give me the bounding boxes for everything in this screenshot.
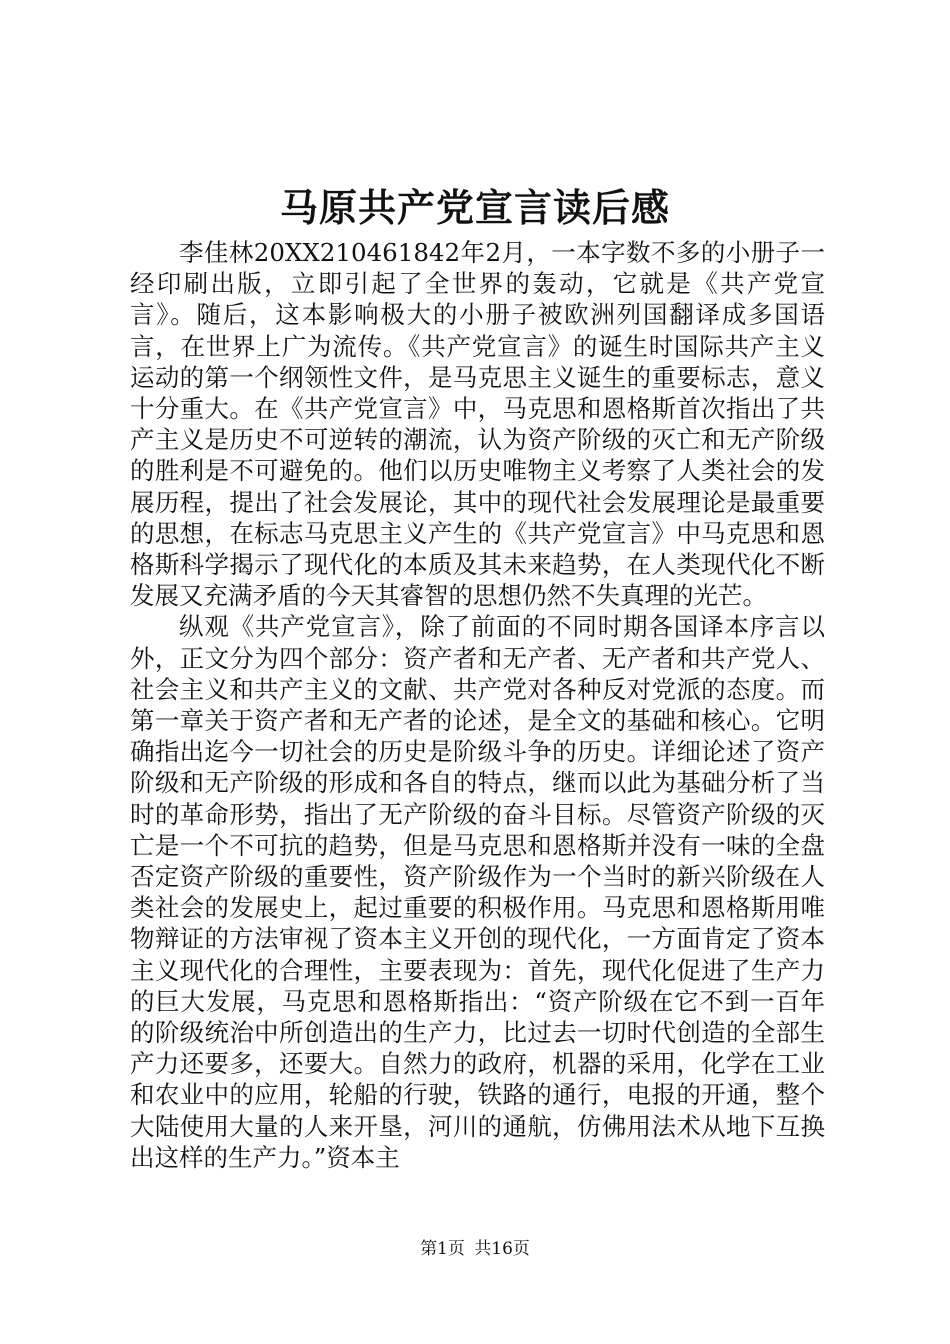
paragraph-1: 李佳林20XX210461842年2月，一本字数不多的小册子一经印刷出版，立即引起了全世界的轰动，它就是《共产党宣言》。随后，这本影响极大的小册子被欧洲列国翻译成多国语言，在世界上广为流传。《共产党宣言》的诞生时国际共产主义运动的第一个纲领性文件，是马克思主义诞生的重要标志，意义十分重大。在《共产党宣言》中，马克思和恩格斯首次指出了共产主义是历史不可逆转的潮流，认为资产阶级的灭亡和无产阶级的胜利是不可避免的。他们以历史唯物主义考察了人类社会的发展历程，提出了社会发展论，其中的现代社会发展理论是最重要的思想，在标志马克思主义产生的《共产党宣言》中马克思和恩格斯科学揭示了现代化的本质及其未来趋势，在人类现代化不断发展又充满矛盾的今天其睿智的思想仍然不失真理的光芒。 [130,238,825,611]
page-total: 共16页 [474,1239,530,1259]
document-title: 马原共产党宣言读后感 [279,186,670,230]
page-footer [0,1239,950,1259]
document-body [130,237,825,1173]
page-number: 第1页 [420,1239,465,1259]
paragraph-2: 纵观《共产党宣言》，除了前面的不同时期各国译本序言以外，正文分为四个部分：资产者和无产者、无产者和共产党人、社会主义和共产主义的文献、共产党对各种反对党派的态度。而第一章关于资产者和无产者的论述，是全文的基础和核心。它明确指出迄今一切社会的历史是阶级斗争的历史。详细论述了资产阶级和无产阶级的形成和各自的特点，继而以此为基础分析了当时的革命形势，指出了无产阶级的奋斗目标。尽管资产阶级的灭亡是一个不可抗的趋势，但是马克思和恩格斯并没有一味的全盘否定资产阶级的重要性，资产阶级作为一个当时的新兴阶级在人类社会的发展史上，起过重要的积极作用。马克思和恩格斯用唯物辩证的方法审视了资本主义开创的现代化，一方面肯定了资本主义现代化的合理性，主要表现为：首先，现代化促进了生产力的巨大发展，马克思和恩格斯指出：“资产阶级在它不到一百年的阶级统治中所创造出的生产力，比过去一切时代创造的全部生产力还要多，还要大。自然力的政府，机器的采用，化学在工业和农业中的应用，轮船的行驶，铁路的通行，电报的开通，整个大陆使用大量的人来开垦，河川的通航，仿佛用法术从地下互换出这样的生产力。”资本主 [130,612,825,1172]
